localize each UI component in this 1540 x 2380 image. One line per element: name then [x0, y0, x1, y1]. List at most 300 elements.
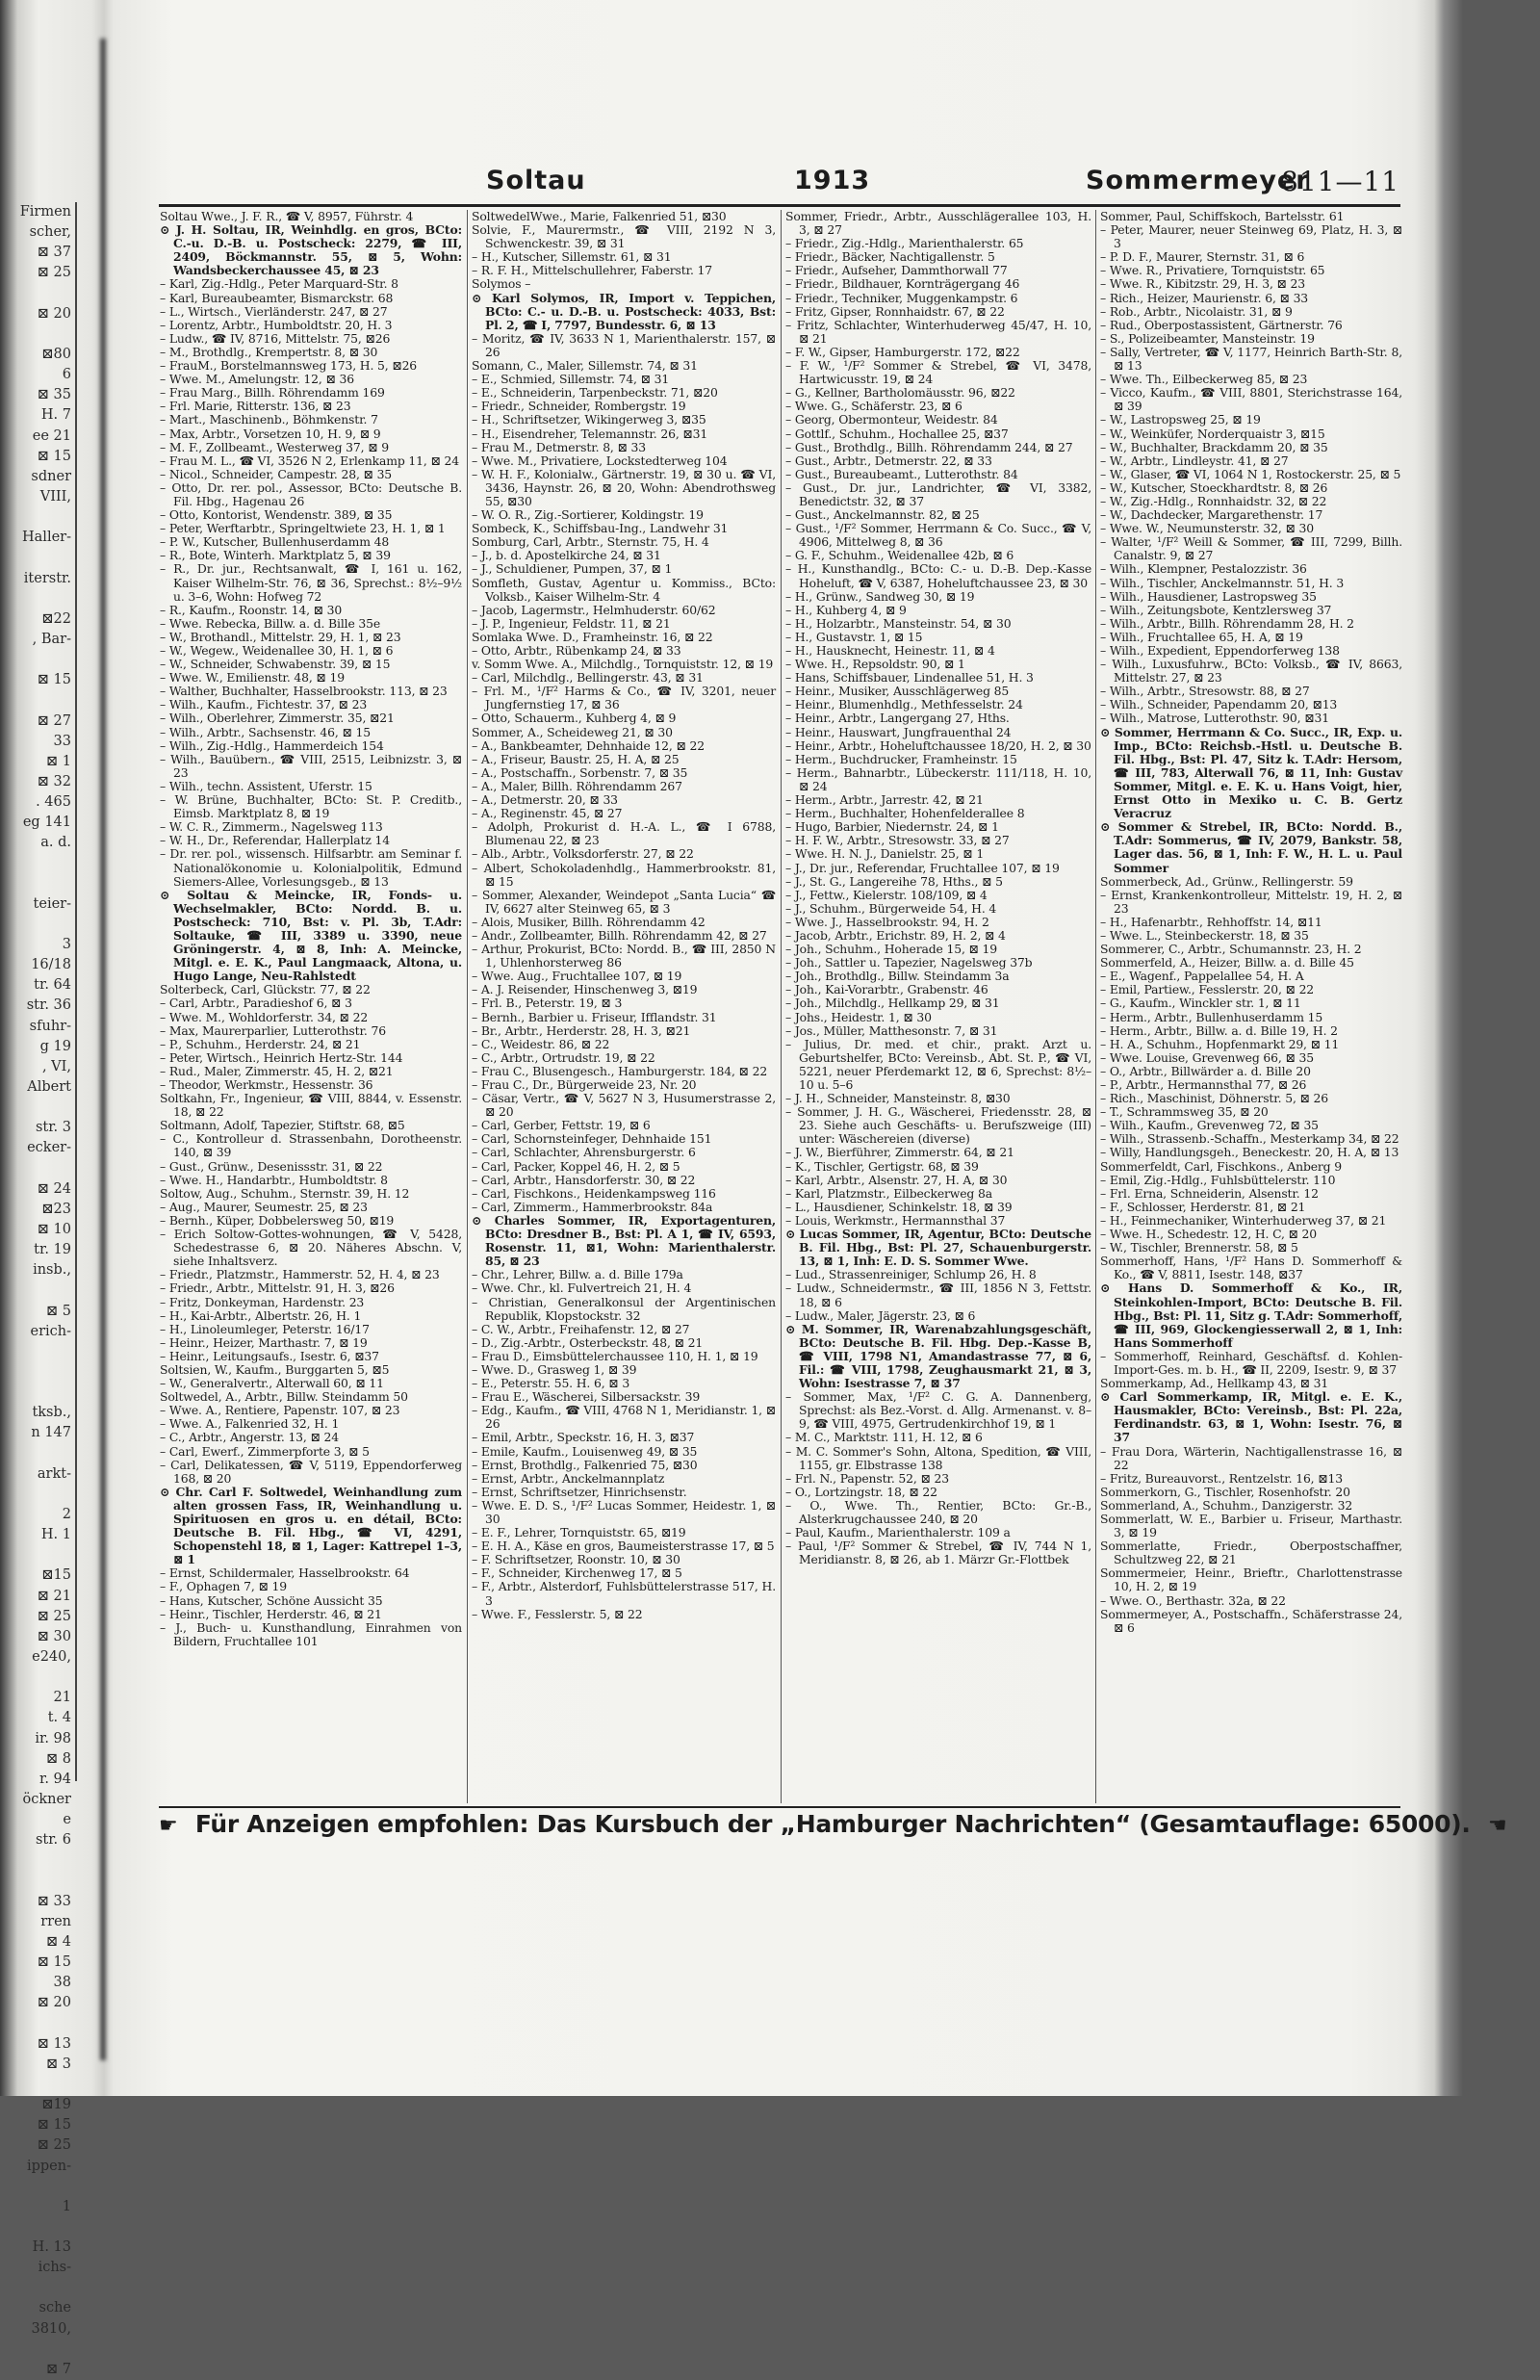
directory-entry: – Carl, Milchdlg., Bellingerstr. 43, ⊠ 31: [472, 670, 704, 686]
directory-entry: – Ludw., Maler, Jägerstr. 23, ⊠ 6: [785, 1307, 976, 1323]
directory-entry: – Frau Dora, Wärterin, Nachtigallenstrasse 16, ⊠ 22: [1100, 1443, 1402, 1472]
directory-entry: – E. H. A., Käse en gros, Baumeisterstrasse 17, ⊠ 5: [472, 1539, 775, 1554]
previous-page-fragment: tr. 19: [34, 1242, 71, 1258]
directory-entry: – Wilh., Hausdiener, Lastropsweg 35: [1100, 588, 1317, 604]
directory-entry: – J., Buch- u. Kunsthandlung, Einrahmen von Bildern, Fruchtallee 101: [160, 1619, 462, 1648]
directory-entry: – Wilh., Kaufm., Fichtestr. 37, ⊠ 23: [160, 697, 368, 712]
previous-page-fragment: ⊠ 20: [37, 305, 71, 322]
directory-entry: – E., Peterstr. 55. H. 6, ⊠ 3: [472, 1376, 630, 1391]
directory-entry: – Wwe. H., Schedestr. 12, H. C, ⊠ 20: [1100, 1227, 1318, 1242]
directory-entry: ⊙ Sommer & Strebel, IR, BCto: Nordd. B., T.Adr: Sommerus, ☎ IV, 2079, Bankstr. 58, Lager das. 56, ⊠ 1, Inh: F. W., H. L. u. Paul Sommer: [1100, 819, 1402, 875]
directory-entry: – Frau D., Eimsbüttelerchaussee 110, H. 1, ⊠ 19: [472, 1348, 758, 1363]
previous-page-fragment: ⊠ 32: [37, 773, 71, 789]
directory-entry: – Wwe. R., Kibitzstr. 29, H. 3, ⊠ 23: [1100, 276, 1306, 292]
directory-entry: – Heinr., Heizer, Marthastr. 7, ⊠ 19: [160, 1334, 368, 1350]
directory-entry: – Wwe. H., Repsoldstr. 90, ⊠ 1: [785, 657, 965, 672]
directory-entry: – Joh., Brothdlg., Billw. Steindamm 3a: [785, 969, 1010, 984]
directory-entry: – Wwe. M., Privatiere, Lockstedterweg 104: [472, 453, 728, 468]
previous-page-fragment: ⊠ 33: [37, 1893, 71, 1909]
directory-entry: – Hugo, Barbier, Niedernstr. 24, ⊠ 1: [785, 819, 999, 835]
directory-entry: Soltkahn, Fr., Ingenieur, ☎ VIII, 8844, v. Essenstr. 18, ⊠ 22: [160, 1091, 462, 1120]
directory-entry: – L., Wirtsch., Vierländerstr. 247, ⊠ 27: [160, 303, 388, 319]
directory-entry: – Sommerhoff, Reinhard, Geschäftsf. d. Kohlen-Import-Ges. m. b. H., ☎ II, 2209, Isestr. 9, ⊠ 37: [1100, 1348, 1402, 1377]
directory-entry: – W., Schneider, Schwabenstr. 39, ⊠ 15: [160, 657, 391, 672]
previous-page-fragment: [0, 1485, 77, 1505]
directory-entry: – Carl, Fischkons., Heidenkampsweg 116: [472, 1185, 716, 1201]
previous-page-fragment: Haller-: [22, 530, 71, 546]
previous-page-fragment: [0, 1545, 77, 1565]
previous-page-fragment: ⊠ 13: [37, 2035, 71, 2052]
directory-entry: – Cäsar, Vertr., ☎ V, 5627 N 3, Husumerstrasse 2, ⊠ 20: [472, 1091, 776, 1120]
directory-entry: – Edg., Kaufm., ☎ VIII, 4768 N 1, Meridianstr. 1, ⊠ 26: [472, 1403, 776, 1432]
directory-entry: Soltmann, Adolf, Tapezier, Stiftstr. 68, ⊠5: [160, 1118, 405, 1133]
directory-entry: – A., Friseur, Baustr. 25, H. A, ⊠ 25: [472, 751, 680, 766]
directory-entry: – Friedr., Arbtr., Mittelstr. 91, H. 3, ⊠26: [160, 1281, 395, 1296]
directory-entry: – Max, Arbtr., Vorsetzen 10, H. 9, ⊠ 9: [160, 426, 381, 441]
directory-entry: – Wwe. Th., Eilbeckerweg 85, ⊠ 23: [1100, 372, 1308, 387]
previous-page-fragment: e: [63, 1812, 71, 1828]
directory-entry: – A. J. Reisender, Hinschenweg 3, ⊠19: [472, 982, 698, 997]
previous-page-fragment: eg 141: [22, 815, 71, 831]
directory-entry: – Wwe. M., Wohldorferstr. 34, ⊠ 22: [160, 1009, 369, 1024]
directory-entry: – Heinr., Blumenhdlg., Methfesselstr. 24: [785, 697, 1023, 712]
directory-entry: – H., Kunsthandlg., BCto: C.- u. D.-B. Dep.-Kasse Hoheluft, ☎ V, 6387, Hoheluftchaussee 23, ⊠ 30: [785, 561, 1091, 590]
directory-entry: – Wwe. Aug., Fruchtallee 107, ⊠ 19: [472, 969, 682, 984]
directory-entry: – Carl, Delikatessen, ☎ V, 5119, Eppendorferweg 168, ⊠ 20: [160, 1457, 462, 1486]
directory-entry: – Walther, Buchhalter, Hasselbrookstr. 113, ⊠ 23: [160, 684, 448, 699]
previous-page-fragment: g 19: [39, 1038, 71, 1054]
previous-page-fragment: [0, 284, 77, 304]
previous-page-fragment: ⊠ 3: [46, 2056, 71, 2072]
previous-page-fragment: [0, 1444, 77, 1464]
directory-entry: – Br., Arbtr., Herderstr. 28, H. 3, ⊠21: [472, 1022, 691, 1038]
directory-entry: Solymos –: [472, 276, 531, 292]
directory-entry: v. Somm Wwe. A., Milchdlg., Tornquiststr. 12, ⊠ 19: [472, 657, 774, 672]
previous-page-fragment: 3: [62, 937, 71, 953]
directory-entry: – Herm., Arbtr., Billw. a. d. Bille 19, H. 2: [1100, 1022, 1338, 1038]
directory-entry: Somburg, Carl, Arbtr., Sternstr. 75, H. 4: [472, 534, 709, 550]
directory-entry: – Emil, Partiew., Fesslerstr. 20, ⊠ 22: [1100, 982, 1315, 997]
directory-entry: – Joh., Kai-Vorarbtr., Grabenstr. 46: [785, 982, 988, 997]
previous-page-fragment: ⊠ 7: [46, 2361, 71, 2377]
directory-entry: Sommerer, C., Arbtr., Schumannstr. 23, H. 2: [1100, 942, 1362, 957]
previous-page-fragment: [0, 2217, 77, 2238]
directory-entry: – J., Schuldiener, Pumpen, 37, ⊠ 1: [472, 561, 673, 577]
directory-entry: – Karl, Zig.-Hdlg., Peter Marquard-Str. 8: [160, 276, 398, 292]
directory-entry: Soltwedel, A., Arbtr., Billw. Steindamm 50: [160, 1389, 408, 1405]
directory-entry: – Fritz, Gipser, Ronnhaidstr. 67, ⊠ 22: [785, 303, 1005, 319]
previous-page-fragment: [0, 2278, 77, 2298]
directory-entry: – H., Holzarbtr., Mansteinstr. 54, ⊠ 30: [785, 615, 1012, 631]
directory-entry: – Herm., Buchhalter, Hohenfelderallee 8: [785, 806, 1025, 821]
directory-entry: – Peter, Wirtsch., Heinrich Hertz-Str. 144: [160, 1049, 403, 1065]
directory-entry: – Frau M., Detmerstr. 8, ⊠ 33: [472, 439, 646, 454]
directory-entry: – W. O. R., Zig.-Sortierer, Koldingstr. 19: [472, 507, 704, 523]
directory-entry: – Ernst, Brothdlg., Falkenried 75, ⊠30: [472, 1457, 698, 1472]
previous-page-fragment: ⊠ 21: [37, 1588, 71, 1604]
directory-entry: – H., Feinmechaniker, Winterhuderweg 37, ⊠ 21: [1100, 1212, 1387, 1228]
directory-entry: – H., Eisendreher, Telemannstr. 26, ⊠31: [472, 426, 708, 441]
directory-entry: Sommerhoff, Hans, ¹/F² Hans D. Sommerhoff & Ko., ☎ V, 8811, Isestr. 148, ⊠37: [1100, 1254, 1402, 1282]
directory-entry: – E., Wagenf., Pappelallee 54, H. A: [1100, 969, 1304, 984]
directory-entry: – W., Weinküfer, Norderquaistr 3, ⊠15: [1100, 426, 1325, 441]
directory-entry: – C., Kontrolleur d. Strassenbahn, Dorotheenstr. 140, ⊠ 39: [160, 1131, 462, 1160]
directory-entry: – O., Wwe. Th., Rentier, BCto: Gr.-B., Alsterkrugchaussee 240, ⊠ 20: [785, 1497, 1091, 1526]
directory-entry: – Wilh., Arbtr., Stresowstr. 88, ⊠ 27: [1100, 684, 1310, 699]
directory-entry: – F., Arbtr., Alsterdorf, Fuhlsbüttelerstrasse 517, H. 3: [472, 1579, 776, 1608]
directory-entry: – J., Schuhm., Bürgerweide 54, H. 4: [785, 900, 997, 916]
directory-entry: – Max, Maurerparlier, Lutterothstr. 76: [160, 1022, 386, 1038]
directory-entry: – T., Schrammsweg 35, ⊠ 20: [1100, 1104, 1269, 1120]
directory-entry: – Otto, Kontorist, Wendenstr. 389, ⊠ 35: [160, 507, 393, 523]
previous-page-fragment: r. 94: [38, 1771, 71, 1787]
previous-page-fragment: a. d.: [40, 835, 71, 851]
directory-entry: – Wwe. R., Privatiere, Tornquiststr. 65: [1100, 263, 1325, 278]
directory-entry: – Frau M. L., ☎ VI, 3526 N 2, Erlenkamp 11, ⊠ 24: [160, 453, 459, 468]
previous-page-fragment: , VI,: [41, 1058, 71, 1074]
directory-entry: – M. F., Zollbeamt., Westerweg 37, ⊠ 9: [160, 439, 389, 454]
directory-entry: – A., Maler, Billh. Röhrendamm 267: [472, 778, 682, 793]
directory-entry: Sommermeyer, A., Postschaffn., Schäferstrasse 24, ⊠ 6: [1100, 1606, 1402, 1635]
directory-entry: – Georg, Obermonteur, Weidestr. 84: [785, 412, 998, 427]
directory-entry: – Emil, Arbtr., Speckstr. 16, H. 3, ⊠37: [472, 1430, 695, 1445]
directory-entry: – Walter, ¹/F² Weill & Sommer, ☎ III, 7299, Billh. Canalstr. 9, ⊠ 27: [1100, 534, 1402, 563]
directory-entry: – Erich Soltow-Gottes-wohnungen, ☎ V, 5428, Schedestrasse 6, ⊠ 20. Näheres Abschn. V, siehe Inhaltsverz.: [160, 1227, 462, 1269]
directory-entry: – Carl, Schornsteinfeger, Dehnhaide 151: [472, 1131, 712, 1147]
directory-entry: – Gottlf., Schuhm., Hochallee 25, ⊠37: [785, 426, 1009, 441]
directory-entry: – Jacob, Arbtr., Erichstr. 89, H. 2, ⊠ 4: [785, 927, 1006, 943]
previous-page-fragment: 16/18: [31, 957, 71, 973]
directory-entry: – Frau Marg., Billh. Röhrendamm 169: [160, 385, 385, 401]
previous-page-fragment: sche: [38, 2300, 71, 2316]
previous-page-fragment: ⊠19: [41, 2097, 71, 2113]
directory-entry: – W., Brothandl., Mittelstr. 29, H. 1, ⊠ 23: [160, 629, 401, 644]
directory-entry: Solvie, F., Maurermstr., ☎ VIII, 2192 N 3, Schwenckestr. 39, ⊠ 31: [472, 222, 776, 251]
directory-entry: – Friedr., Bildhauer, Kornträgergang 46: [785, 276, 1020, 292]
directory-entry: – Ernst, Krankenkontrolleur, Mittelstr. 19, H. 2, ⊠ 23: [1100, 887, 1402, 916]
directory-entry: Sommerland, A., Schuhm., Danzigerstr. 32: [1100, 1497, 1353, 1513]
directory-entry: – Albert, Schokoladenhdlg., Hammerbrookstr. 81, ⊠ 15: [472, 860, 776, 889]
directory-entry: – Karl, Platzmstr., Eilbeckerweg 8a: [785, 1185, 992, 1201]
directory-entry: ⊙ Carl Sommerkamp, IR, Mitgl. e. E. K., Hausmakler, BCto: Vereinsb., Bst: Pl. 22a, Ferdinandstr. 63, ⊠ 1, Wohn: Isestr. 76, ⊠ 37: [1100, 1389, 1402, 1445]
header-right-keyword: Sommermeyer: [1086, 166, 1310, 195]
directory-entry: – Joh., Schuhm., Hoherade 15, ⊠ 19: [785, 942, 998, 957]
directory-entry: – Wilh., Arbtr., Billh. Röhrendamm 28, H. 2: [1100, 615, 1354, 631]
directory-entry: SoltwedelWwe., Marie, Falkenried 51, ⊠30: [472, 209, 727, 223]
directory-entry: – Carl, Ewerf., Zimmerpforte 3, ⊠ 5: [160, 1443, 370, 1459]
directory-entry: – G., Kellner, Bartholomäusstr. 96, ⊠22: [785, 385, 1015, 401]
directory-entry: – Wwe. W., Emilienstr. 48, ⊠ 19: [160, 670, 345, 686]
previous-page-fragment: tksb.,: [32, 1405, 71, 1421]
previous-page-fragment: str. 3: [35, 1120, 71, 1136]
directory-entry: – Joh., Sattler u. Tapezier, Nagelsweg 37b: [785, 955, 1033, 970]
directory-entry: – J. P., Ingenieur, Feldstr. 11, ⊠ 21: [472, 615, 671, 631]
directory-entry: – W. H., Dr., Referendar, Hallerplatz 14: [160, 833, 390, 848]
directory-entry: – Frau C., Blusengesch., Hamburgerstr. 184, ⊠ 22: [472, 1063, 768, 1078]
directory-entry: – Emile, Kaufm., Louisenweg 49, ⊠ 35: [472, 1443, 698, 1459]
directory-entry: – Sally, Vertreter, ☎ V, 1177, Heinrich Barth-Str. 8, ⊠ 13: [1100, 344, 1402, 374]
previous-page-fragment: arkt-: [37, 1465, 71, 1482]
directory-entry: – E., Schneiderin, Tarpenbeckstr. 71, ⊠20: [472, 385, 718, 401]
directory-entry: Somlaka Wwe. D., Framheinstr. 16, ⊠ 22: [472, 629, 713, 644]
directory-entry: – C., Arbtr., Ortrudstr. 19, ⊠ 22: [472, 1049, 655, 1065]
directory-entry: – Wilh., Tischler, Anckelmannstr. 51, H. 3: [1100, 575, 1345, 590]
previous-page-edge: [0, 202, 77, 2377]
directory-entry: – Ernst, Arbtr., Anckelmannplatz: [472, 1470, 665, 1486]
directory-entry: – C., Arbtr., Angerstr. 13, ⊠ 24: [160, 1430, 339, 1445]
page-number: 811—11: [1281, 166, 1400, 197]
directory-entry: – Wilh., Strassenb.-Schaffn., Mesterkamp 34, ⊠ 22: [1100, 1131, 1399, 1147]
directory-entry: – Wwe. F., Fesslerstr. 5, ⊠ 22: [472, 1606, 643, 1621]
directory-entry: – Wwe. E. D. S., ¹/F² Lucas Sommer, Heidestr. 1, ⊠ 30: [472, 1497, 776, 1526]
directory-entry: – FrauM., Borstelmannsweg 173, H. 5, ⊠26: [160, 358, 418, 374]
directory-entry: – J., Fettw., Kielerstr. 108/109, ⊠ 4: [785, 887, 988, 902]
directory-entry: – Gust., Anckelmannstr. 82, ⊠ 25: [785, 507, 980, 523]
directory-entry: – P., Arbtr., Hermannsthal 77, ⊠ 26: [1100, 1077, 1307, 1092]
column-divider: [467, 210, 468, 1803]
directory-entry: – A., Detmerstr. 20, ⊠ 33: [472, 792, 618, 808]
previous-page-fragment: ichs-: [38, 2260, 71, 2276]
directory-entry: – H. A., Schuhm., Hopfenmarkt 29, ⊠ 11: [1100, 1036, 1340, 1051]
directory-entry: – Wwe. O., Berthastr. 32a, ⊠ 22: [1100, 1592, 1286, 1608]
directory-entry: – Wilh., Matrose, Lutterothstr. 90, ⊠31: [1100, 711, 1329, 726]
previous-page-fragment: 2: [62, 1507, 71, 1522]
directory-entry: – Frl. Marie, Ritterstr. 136, ⊠ 23: [160, 399, 351, 414]
previous-page-fragment: 6: [62, 367, 71, 383]
header-rule: [159, 204, 1400, 207]
previous-page-fragment: [0, 1342, 77, 1362]
directory-entry: Sommerlatt, W. E., Barbier u. Friseur, Marthastr. 3, ⊠ 19: [1100, 1512, 1402, 1540]
directory-entry: – Wwe. J., Hasselbrookstr. 94, H. 2: [785, 914, 989, 929]
previous-page-fragment: [0, 2014, 77, 2034]
previous-page-fragment: ⊠ 25: [37, 265, 71, 281]
directory-entry: Sommerbeck, Ad., Grünw., Rellingerstr. 59: [1100, 873, 1353, 889]
directory-entry: Somann, C., Maler, Sillemstr. 74, ⊠ 31: [472, 358, 698, 374]
directory-entry: – Rich., Maschinist, Döhnerstr. 5, ⊠ 26: [1100, 1091, 1329, 1106]
directory-entry: – F., Ophagen 7, ⊠ 19: [160, 1579, 287, 1594]
directory-entry: – Otto, Dr. rer. pol., Assessor, BCto: Deutsche B. Fil. Hbg., Hagenau 26: [160, 479, 462, 508]
directory-entry: – Johs., Heidestr. 1, ⊠ 30: [785, 1009, 932, 1024]
directory-entry: – Wilh., Fruchtallee 65, H. A, ⊠ 19: [1100, 629, 1303, 644]
directory-entry: – Wwe. W., Neumunsterstr. 32, ⊠ 30: [1100, 521, 1314, 536]
directory-entry: Sommer, A., Scheideweg 21, ⊠ 30: [472, 724, 673, 739]
directory-entry: – Lorentz, Arbtr., Humboldtstr. 20, H. 3: [160, 317, 393, 332]
previous-page-fragment: ⊠ 15: [37, 672, 71, 688]
previous-page-fragment: ⊠ 15: [37, 1954, 71, 1971]
directory-entry: – Wwe. H. N. J., Danielstr. 25, ⊠ 1: [785, 846, 985, 862]
directory-entry: – Aug., Maurer, Seumestr. 25, ⊠ 23: [160, 1199, 368, 1214]
previous-page-fragment: ⊠ 10: [37, 1222, 71, 1238]
directory-entry: – Frl. B., Peterstr. 19, ⊠ 3: [472, 996, 623, 1011]
directory-entry: – Friedr., Techniker, Muggenkampstr. 6: [785, 290, 1018, 305]
directory-entry: – W., Buchhalter, Brackdamm 20, ⊠ 35: [1100, 439, 1328, 454]
directory-entry: – Herm., Buchdrucker, Framheinstr. 15: [785, 751, 1017, 766]
directory-entry: – F. W., ¹/F² Sommer & Strebel, ☎ VI, 3478, Hartwicusstr. 19, ⊠ 24: [785, 358, 1091, 387]
directory-entry: – H., Grünw., Sandweg 30, ⊠ 19: [785, 588, 975, 604]
directory-entry: – M. C., Marktstr. 111, H. 12, ⊠ 6: [785, 1430, 983, 1445]
directory-entry: – Rich., Heizer, Maurienstr. 6, ⊠ 33: [1100, 290, 1309, 305]
directory-column-1: [160, 210, 462, 1803]
directory-entry: – Fritz, Donkeyman, Hardenstr. 23: [160, 1294, 365, 1309]
directory-entry: ⊙ J. H. Soltau, IR, Weinhdlg. en gros, BCto: C.-u. D.-B. u. Postscheck: 2279, ☎ III, 2409, Böckmannstr. 55, ⊠ 5, Wohn: Wandsbeckerchaussee 45, ⊠ 23: [160, 222, 462, 278]
directory-entry: – H., Hausknecht, Heinestr. 11, ⊠ 4: [785, 643, 995, 658]
previous-page-fragment: [0, 324, 77, 345]
directory-entry: – Bernh., Küper, Dobbelersweg 50, ⊠19: [160, 1212, 395, 1228]
directory-entry: ⊙ Chr. Carl F. Soltwedel, Weinhandlung zum alten grossen Fass, IR, Weinhandlung u. Spirituosen en gros u. en détail, BCto: Deutsche B. Fil. Hbg., ☎ VI, 4291, Schopenstehl 18, ⊠ 1, Lager: Kattrepel 1–3, ⊠ 1: [160, 1484, 462, 1567]
directory-entry: – H., Hafenarbtr., Rehhoffstr. 14, ⊠11: [1100, 914, 1322, 929]
directory-entry: ⊙ Sommer, Herrmann & Co. Succ., IR, Exp. u. Imp., BCto: Reichsb.-Hstl. u. Deutsche B. Fil. Hbg., Bst: Pl. 47, Sitz k. T.Adr: Hersom, ☎ III, 783, Alterwall 76, ⊠ 11, Inh: Gustav Sommer, Mitgl. e. E. K. u. Hans Voigt, hier, Ernst Otto in Mexiko u. C. B. Gertz Veracruz: [1100, 724, 1402, 821]
directory-entry: – W., Tischler, Brennerstr. 58, ⊠ 5: [1100, 1240, 1298, 1255]
directory-entry: ⊙ M. Sommer, IR, Warenabzahlungsgeschäft, BCto: Deutsche B. Fil. Hbg. Dep.-Kasse B, ☎ VIII, 1798 N1, Amandastrasse 77, ⊠ 6, Fil.: ☎ VIII, 1798, Zeughausmarkt 21, ⊠ 3, Wohn: Isestrasse 7, ⊠ 37: [785, 1321, 1091, 1391]
directory-entry: – Alb., Arbtr., Volksdorferstr. 27, ⊠ 22: [472, 846, 694, 862]
directory-entry: – Wwe. A., Falkenried 32, H. 1: [160, 1416, 340, 1432]
previous-page-fragment: 21: [53, 1690, 71, 1706]
footer-rule: [159, 1806, 1400, 1808]
directory-entry: – W. C. R., Zimmerm., Nagelsweg 113: [160, 819, 383, 835]
directory-entry: – Wwe. Chr., kl. Fulvertreich 21, H. 4: [472, 1281, 692, 1296]
directory-entry: Soltau Wwe., J. F. R., ☎ V, 8957, Führstr. 4: [160, 209, 414, 223]
previous-page-fragment: VIII,: [39, 488, 71, 504]
directory-entry: – Heinr., Musiker, Ausschlägerweg 85: [785, 684, 1010, 699]
previous-page-fragment: n 147: [31, 1425, 71, 1441]
directory-entry: – Frl. M., ¹/F² Harms & Co., ☎ IV, 3201, neuer Jungfernstieg 17, ⊠ 36: [472, 684, 776, 712]
directory-entry: – Gust., Grünw., Desenissstr. 31, ⊠ 22: [160, 1158, 383, 1174]
directory-entry: – F. W., Gipser, Hamburgerstr. 172, ⊠22: [785, 344, 1020, 359]
directory-entry: – Wilh., Expedient, Eppendorferweg 138: [1100, 643, 1340, 658]
directory-entry: – Friedr., Schneider, Rombergstr. 19: [472, 399, 686, 414]
directory-entry: Sommermeier, Heinr., Brieftr., Charlottenstrasse 10, H. 2, ⊠ 19: [1100, 1565, 1402, 1594]
directory-entry: – Heinr., Leitungsaufs., Isestr. 6, ⊠37: [160, 1348, 379, 1363]
directory-entry: – Adolph, Prokurist d. H.-A. L., ☎ I 6788, Blumenau 22, ⊠ 23: [472, 819, 776, 848]
directory-entry: Somfleth, Gustav, Agentur u. Kommiss., BCto: Volksb., Kaiser Wilhelm-Str. 4: [472, 575, 776, 604]
previous-page-fragment: 3810,: [31, 2320, 71, 2337]
directory-entry: – M. C. Sommer's Sohn, Altona, Spedition, ☎ VIII, 1155, gr. Elbstrasse 138: [785, 1443, 1091, 1472]
directory-entry: Sommerkamp, Ad., Hellkamp 43, ⊠ 31: [1100, 1376, 1329, 1391]
previous-page-fragment: [0, 650, 77, 670]
previous-page-fragment: [0, 2075, 77, 2095]
directory-entry: – Carl, Zimmerm., Hammerbrookstr. 84a: [472, 1199, 713, 1214]
directory-entry: – H. F. W., Arbtr., Stresowstr. 33, ⊠ 27: [785, 833, 1010, 848]
directory-entry: – Sommer, Alexander, Weindepot „Santa Lucia“ ☎ IV, 6627 alter Steinweg 65, ⊠ 3: [472, 887, 776, 916]
previous-page-fragment: [0, 1668, 77, 1688]
book-spine-shadow: [100, 39, 106, 2060]
directory-entry: – E. F., Lehrer, Tornquiststr. 65, ⊠19: [472, 1525, 686, 1540]
directory-entry: Solterbeck, Carl, Glückstr. 77, ⊠ 22: [160, 982, 371, 997]
previous-page-fragment: ⊠ 25: [37, 2137, 71, 2154]
previous-page-fragment: ⊠ 27: [37, 712, 71, 729]
previous-page-fragment: [0, 690, 77, 711]
directory-entry: – Bernh., Barbier u. Friseur, Ifflandstr. 31: [472, 1009, 717, 1024]
directory-entry: – Herm., Arbtr., Bullenhuserdamm 15: [1100, 1009, 1323, 1024]
column-divider: [1095, 210, 1096, 1803]
previous-page-fragment: ⊠80: [41, 346, 71, 362]
previous-page-fragment: [0, 2340, 77, 2360]
directory-entry: – Hans, Schiffsbauer, Lindenallee 51, H. 3: [785, 670, 1034, 686]
directory-entry: – H., Kuhberg 4, ⊠ 9: [785, 602, 907, 617]
directory-entry: – Wilh., Kaufm., Grevenweg 72, ⊠ 35: [1100, 1118, 1319, 1133]
directory-entry: – Paul, ¹/F² Sommer & Strebel, ☎ IV, 744 N 1, Meridianstr. 8, ⊠ 26, ab 1. Märzr Gr.-Flottbek: [785, 1539, 1091, 1567]
column-divider: [781, 210, 782, 1803]
previous-page-fragment: teier-: [33, 895, 71, 912]
directory-entry: – Wilh., Oberlehrer, Zimmerstr. 35, ⊠21: [160, 711, 395, 726]
directory-entry: – S., Polizeibeamter, Mansteinstr. 19: [1100, 330, 1315, 346]
previous-page-fragment: 33: [53, 733, 71, 749]
previous-page-fragment: ⊠22: [41, 610, 71, 627]
previous-page-fragment: ⊠ 30: [37, 1628, 71, 1644]
directory-entry: – Wilh., Klempner, Pestalozzistr. 36: [1100, 561, 1307, 577]
previous-page-fragment: e240,: [32, 1648, 71, 1665]
previous-page-fragment: [0, 548, 77, 568]
directory-entry: – Ernst, Schildermaler, Hasselbrookstr. 64: [160, 1565, 410, 1581]
directory-entry: – H., Kutscher, Sillemstr. 61, ⊠ 31: [472, 249, 672, 265]
directory-entry: – Wilh., Bauübern., ☎ VIII, 2515, Leibnizstr. 3, ⊠ 23: [160, 751, 462, 780]
previous-page-fragment: H. 13: [32, 2239, 71, 2256]
directory-entry: – Moritz, ☎ IV, 3633 N 1, Marienthalerstr. 157, ⊠ 26: [472, 330, 776, 359]
previous-page-fragment: [0, 2177, 77, 2197]
directory-entry: – Otto, Schauerm., Kuhberg 4, ⊠ 9: [472, 711, 677, 726]
directory-entry: – Wilh., Schneider, Papendamm 20, ⊠13: [1100, 697, 1338, 712]
directory-entry: Soltow, Aug., Schuhm., Sternstr. 39, H. 12: [160, 1185, 410, 1201]
previous-page-fragment: scher,: [29, 224, 71, 241]
directory-entry: – Herm., Bahnarbtr., Lübeckerstr. 111/118, H. 10, ⊠ 24: [785, 764, 1091, 793]
directory-entry: – Heinr., Hauswart, Jungfrauenthal 24: [785, 724, 1012, 739]
directory-entry: – Louis, Werkmstr., Hermannsthal 37: [785, 1212, 1006, 1228]
previous-page-fragment: ⊠ 20: [37, 1995, 71, 2011]
directory-entry: – P., Schuhm., Herderstr. 24, ⊠ 21: [160, 1036, 361, 1051]
directory-column-4: [1100, 210, 1402, 1803]
previous-page-fragment: ecker-: [27, 1140, 71, 1156]
directory-entry: – C. W., Arbtr., Freihafenstr. 12, ⊠ 27: [472, 1321, 690, 1336]
directory-entry: – Wwe. M., Amelungstr. 12, ⊠ 36: [160, 372, 354, 387]
directory-entry: Sommerfeldt, Carl, Fischkons., Anberg 9: [1100, 1158, 1342, 1174]
directory-entry: – R., Dr. jur., Rechtsanwalt, ☎ I, 161 u. 162, Kaiser Wilhelm-Str. 76, ⊠ 36, Sprechst.: 8½–9½ u. 3–6, Wohn: Hofweg 72: [160, 561, 462, 604]
directory-entry: – Emil, Zig.-Hdlg., Fuhlsbüttelerstr. 110: [1100, 1172, 1336, 1187]
directory-entry: – Friedr., Aufseher, Dammthorwall 77: [785, 263, 1008, 278]
directory-entry: – J. H., Schneider, Mansteinstr. 8, ⊠30: [785, 1091, 1011, 1106]
directory-entry: ⊙ Soltau & Meincke, IR, Fonds- u. Wechselmakler, BCto: Nordd. B. u. Postscheck: 710, Bst: v. Pl. 3b, T.Adr: Soltauke, ☎ III, 3389 u. 3390, neue Gröningerstr. 4, ⊠ 8, Inh: A. Meincke, Mitgl. e. E. K., Paul Langmaack, Altona, u. Hugo Lange, Neu-Rahlstedt: [160, 887, 462, 984]
directory-entry: ⊙ Lucas Sommer, IR, Agentur, BCto: Deutsche B. Fil. Hbg., Bst: Pl. 27, Schauenburgerstr. 13, ⊠ 1, Inh: E. D. S. Sommer Wwe.: [785, 1227, 1091, 1269]
directory-entry: Sommer, Paul, Schiffskoch, Bartelsstr. 61: [1100, 209, 1345, 223]
directory-entry: Sommerkorn, G., Tischler, Rosenhofstr. 20: [1100, 1484, 1350, 1499]
previous-page-fragment: tr. 64: [34, 977, 71, 994]
previous-page-fragment: [0, 874, 77, 894]
directory-entry: – Rud., Maler, Zimmerstr. 45, H. 2, ⊠21: [160, 1063, 394, 1078]
directory-entry: – J., St. G., Langereihe 78, Hths., ⊠ 5: [785, 873, 1003, 889]
previous-page-fragment: ⊠15: [41, 1567, 71, 1584]
directory-entry: Soltsien, W., Kaufm., Burggarten 5, ⊠5: [160, 1361, 390, 1377]
directory-entry: – W., Lastropsweg 25, ⊠ 19: [1100, 412, 1261, 427]
previous-page-fragment: str. 36: [26, 997, 71, 1014]
directory-entry: – A., Reginenstr. 45, ⊠ 27: [472, 806, 623, 821]
previous-page-fragment: ir. 98: [35, 1730, 71, 1746]
directory-entry: – Lud., Strassenreiniger, Schlump 26, H. 8: [785, 1267, 1037, 1282]
directory-entry: – Carl, Schlachter, Ahrensburgerstr. 6: [472, 1145, 696, 1160]
directory-entry: – Fritz, Bureauvorst., Rentzelstr. 16, ⊠13: [1100, 1470, 1343, 1486]
directory-entry: – Arthur, Prokurist, BCto: Nordd. B., ☎ III, 2850 N 1, Uhlenhorsterweg 86: [472, 942, 776, 970]
advertisement-text: Für Anzeigen empfohlen: Das Kursbuch der „Hamburger Nachrichten“ (Gesamtauflage: 65000).: [194, 1810, 1471, 1838]
previous-page-fragment: ⊠ 4: [46, 1933, 71, 1950]
directory-entry: – Gust., Brothdlg., Billh. Röhrendamm 244, ⊠ 27: [785, 439, 1073, 454]
previous-page-fragment: [0, 1159, 77, 1179]
previous-page-fragment: [0, 1362, 77, 1383]
directory-entry: – Gust., Bureaubeamt., Lutterothstr. 84: [785, 466, 1018, 481]
directory-entry: – J. W., Bierführer, Zimmerstr. 64, ⊠ 21: [785, 1145, 1014, 1160]
directory-entry: Sommer, Friedr., Arbtr., Ausschlägerallee 103, H. 3, ⊠ 27: [785, 209, 1091, 238]
previous-page-fragment: ⊠ 1: [46, 753, 71, 769]
directory-entry: – A., Bankbeamter, Dehnhaide 12, ⊠ 22: [472, 737, 705, 753]
previous-page-fragment: [0, 854, 77, 874]
previous-page-fragment: [0, 507, 77, 528]
